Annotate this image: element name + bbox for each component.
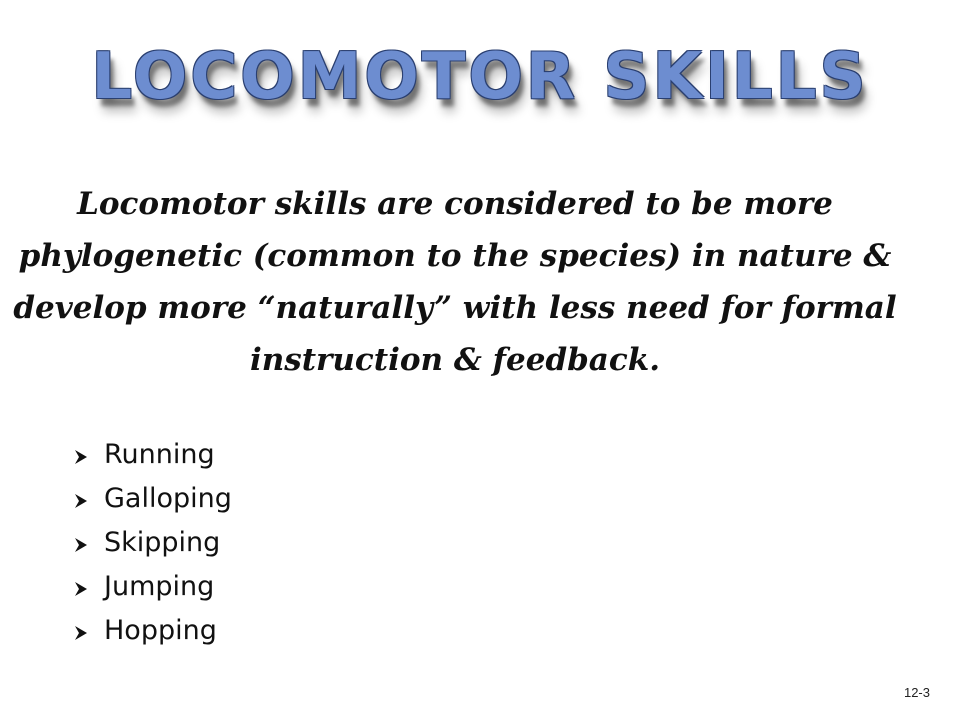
list-item	[74, 433, 232, 477]
body-paragraph: Locomotor skills are considered to be more phylogenetic (common to the species) in nature & develop more “naturally” with less need for formal instruction & feedback.	[13, 186, 897, 378]
list-item	[74, 609, 232, 653]
arrow-bullet-icon	[74, 609, 104, 653]
list-item	[74, 521, 232, 565]
list-item	[74, 565, 232, 609]
arrow-bullet-icon	[74, 433, 104, 477]
arrow-bullet-icon	[74, 477, 104, 521]
bullet-list	[74, 433, 232, 653]
list-item	[74, 477, 232, 521]
slide-title: LOCOMOTOR SKILLS	[91, 40, 869, 114]
bullet-label: Galloping	[104, 483, 232, 514]
arrow-bullet-icon	[74, 565, 104, 609]
bullet-label: Running	[104, 439, 215, 470]
arrow-bullet-icon	[74, 521, 104, 565]
bullet-label: Jumping	[104, 571, 215, 602]
bullet-label: Hopping	[104, 615, 217, 646]
bullet-label: Skipping	[104, 527, 221, 558]
page-number: 12-3	[903, 685, 930, 700]
